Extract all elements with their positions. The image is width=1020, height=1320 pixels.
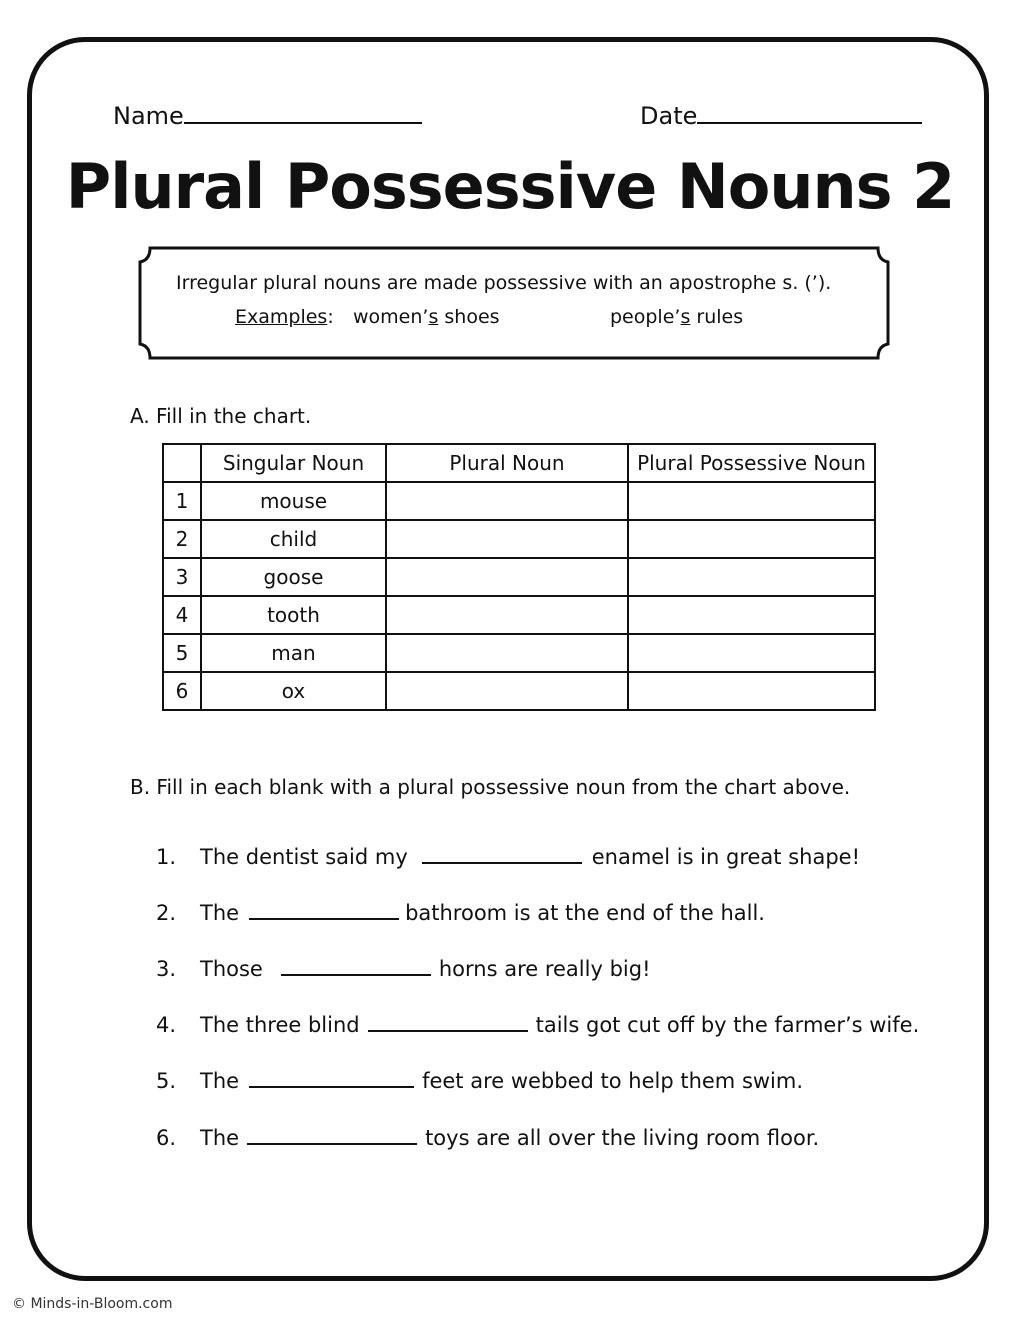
page-title: Plural Possessive Nouns 2	[65, 150, 955, 223]
sentence-text-after: enamel is in great shape!	[591, 845, 860, 869]
answer-blank[interactable]	[281, 954, 431, 976]
sentence-text-before: The three blind	[200, 1013, 360, 1037]
table-row	[163, 672, 875, 710]
plural-noun-cell[interactable]	[386, 634, 628, 672]
plural-noun-cell[interactable]	[386, 596, 628, 634]
sentence-text-before: The dentist said my	[200, 845, 408, 869]
sentence-number: 2.	[156, 901, 177, 925]
table-row	[163, 596, 875, 634]
plural-possessive-cell[interactable]	[628, 558, 875, 596]
rule-box	[136, 244, 892, 362]
sentence-text-before: Those	[200, 957, 263, 981]
section-a-instruction: A. Fill in the chart.	[130, 404, 312, 428]
answer-blank[interactable]	[422, 842, 582, 864]
plural-possessive-cell[interactable]	[628, 672, 875, 710]
row-number: 4	[163, 596, 201, 634]
list-item	[156, 1066, 803, 1093]
chart-header-row	[163, 444, 875, 482]
date-blank-line[interactable]	[697, 100, 922, 124]
sentence-text-before: The	[200, 1126, 240, 1150]
list-item	[156, 1123, 819, 1150]
singular-noun-cell: man	[201, 634, 386, 672]
plural-possessive-cell[interactable]	[628, 520, 875, 558]
examples-label-text: Examples	[235, 306, 328, 328]
date-label: Date	[640, 102, 698, 130]
row-number: 1	[163, 482, 201, 520]
list-item	[156, 1010, 919, 1037]
column-header-number	[163, 444, 201, 482]
plural-noun-cell[interactable]	[386, 672, 628, 710]
singular-noun-cell: mouse	[201, 482, 386, 520]
name-blank-line[interactable]	[184, 100, 422, 124]
answer-blank[interactable]	[249, 898, 399, 920]
singular-noun-cell: child	[201, 520, 386, 558]
sentence-text-after: toys are all over the living room floor.	[425, 1126, 820, 1150]
sentence-number: 1.	[156, 845, 177, 869]
answer-blank[interactable]	[249, 1066, 414, 1088]
sentence-text-after: bathroom is at the end of the hall.	[405, 901, 765, 925]
sentence-text-after: feet are webbed to help them swim.	[422, 1069, 804, 1093]
examples-label: Examples:	[235, 306, 334, 328]
table-row	[163, 520, 875, 558]
answer-blank[interactable]	[247, 1123, 417, 1145]
name-label: Name	[113, 102, 184, 130]
column-header-plural-possessive: Plural Possessive Noun	[628, 444, 875, 482]
list-item	[156, 898, 765, 925]
row-number: 6	[163, 672, 201, 710]
example-peoples-rules: people’s rules	[610, 306, 744, 328]
singular-noun-cell: goose	[201, 558, 386, 596]
sentence-number: 5.	[156, 1069, 177, 1093]
plural-noun-cell[interactable]	[386, 558, 628, 596]
row-number: 3	[163, 558, 201, 596]
sentence-text-after: tails got cut off by the farmer’s wife.	[535, 1013, 920, 1037]
name-field[interactable]	[113, 100, 422, 130]
list-item	[156, 842, 860, 869]
plural-possessive-cell[interactable]	[628, 634, 875, 672]
copyright-footer: © Minds-in-Bloom.com	[12, 1296, 173, 1312]
plural-possessive-cell[interactable]	[628, 596, 875, 634]
singular-noun-cell: ox	[201, 672, 386, 710]
list-item	[156, 954, 651, 981]
rule-box-frame	[136, 244, 892, 362]
row-number: 2	[163, 520, 201, 558]
column-header-singular: Singular Noun	[201, 444, 386, 482]
plural-possessive-cell[interactable]	[628, 482, 875, 520]
table-row	[163, 634, 875, 672]
answer-blank[interactable]	[368, 1010, 528, 1032]
column-header-plural: Plural Noun	[386, 444, 628, 482]
table-row	[163, 482, 875, 520]
sentence-text-before: The	[200, 901, 240, 925]
date-field[interactable]	[640, 100, 922, 130]
plural-noun-cell[interactable]	[386, 520, 628, 558]
example-womens-shoes: women’s shoes	[353, 306, 500, 328]
sentence-number: 4.	[156, 1013, 177, 1037]
plural-noun-cell[interactable]	[386, 482, 628, 520]
section-b-instruction: B. Fill in each blank with a plural possessive noun from the chart above.	[130, 775, 851, 799]
rule-text: Irregular plural nouns are made possessive with an apostrophe s. (’).	[176, 272, 832, 294]
sentence-number: 3.	[156, 957, 177, 981]
noun-chart	[162, 443, 876, 711]
table-row	[163, 558, 875, 596]
row-number: 5	[163, 634, 201, 672]
singular-noun-cell: tooth	[201, 596, 386, 634]
sentence-text-after: horns are really big!	[438, 957, 651, 981]
sentence-text-before: The	[200, 1069, 240, 1093]
sentence-number: 6.	[156, 1126, 177, 1150]
